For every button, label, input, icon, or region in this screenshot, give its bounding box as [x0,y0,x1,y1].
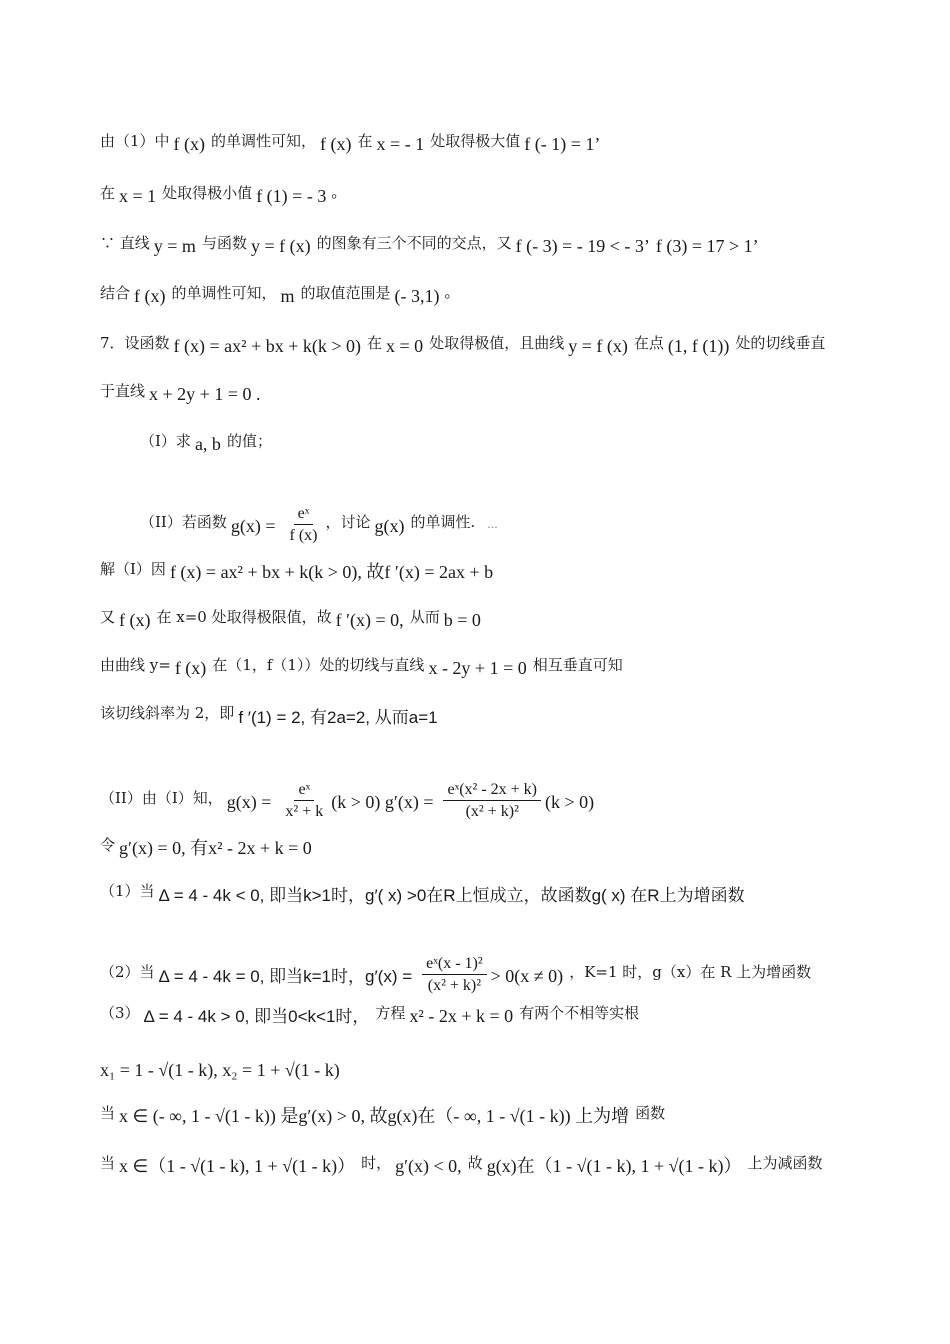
math-expression: g′(x) < 0, [395,1156,462,1176]
math-expression: x² - 2x + k = 0 [409,1006,514,1026]
text-run: 7．设函数 [100,333,170,352]
text-run: 在 [357,131,373,150]
math-expression: x - 2y + 1 = 0 [428,658,527,678]
part-1-question [140,428,920,454]
math-expression: x = 1 [119,186,157,206]
increasing-interval [100,1100,880,1126]
math-expression: f (x) [119,610,151,630]
fraction-denominator: x² + k [285,803,324,821]
math-expression: b = 0 [443,610,481,630]
text-run: 的单调性可知， [211,131,317,150]
text-run: 结合 [100,283,131,302]
text-run: 当 [100,1153,116,1172]
text-run: （II）由（I）知， [100,789,223,808]
text-run: 的单调性可知， [171,283,277,302]
text-run: 由（1）中 [100,131,170,150]
math-expression: m [280,286,295,306]
solution-line-5 [100,766,880,821]
math-expression: g′(x) = 0, 有x² - 2x + k = 0 [119,838,312,858]
fraction [443,780,541,821]
math-expression: (- 3,1) ◦ [394,286,451,306]
solution-line-2 [100,604,880,630]
fraction-denominator: f (x) [289,527,318,545]
text-run: 相互垂直可知 [532,655,623,674]
text-run: 处取得极大值 [430,131,521,150]
math-expression: y = m [153,236,196,256]
text-run: 的单调性. [410,513,476,532]
text-run: 在 [367,333,383,352]
text-run: 在（1，f（1））处的切线与直线 [212,655,425,674]
text-run: 于直线 [100,381,146,400]
math-expression: f (- 3) = - 19 < - 3’ [515,236,650,256]
text-run: （II）若函数 [140,513,227,532]
text-run: 当 [100,1103,116,1122]
text-run: 有两个不相等实根 [519,1003,640,1022]
math-expression: f ′(x) = 0, [335,610,404,630]
math-expression: x ∈ (- ∞, 1 - √(1 - k)) 是g′(x) > 0, 故g(x)在（- ∞, 1 - √(1 - k)) 上为增 [119,1106,630,1126]
text-run: 的取值范围是 [300,283,391,302]
math-expression: f (x) [174,658,207,678]
part-2-question [140,490,920,545]
math-expression: f ′(1) = 2, 有2a=2, 从而a=1 [238,708,438,727]
math-expression: y = f (x) [250,236,311,256]
math-expression: Δ = 4 - 4k > 0, 即当0<k<1时， [143,1007,370,1027]
solution-line-6 [100,832,880,858]
text-run: 在 [100,183,116,202]
solution-line-4 [100,702,880,727]
text-run: 时， [361,1153,392,1172]
math-expression: f (1) = - 3 ◦ [256,186,338,206]
text-run: 处取得极值，且曲线 [429,333,565,352]
math-expression: (k > 0) g′(x) = [331,791,434,812]
solution-line-1 [100,556,880,582]
text-run: 在 x=0 处取得极限值，故 [156,607,332,626]
math-expression: x + 2y + 1 = 0 . [149,384,261,404]
math-expression: > 0(x ≠ 0) [490,965,564,986]
text-line-3 [100,230,880,256]
math-expression: a, b [194,434,221,454]
text-run: 处取得极小值 [162,183,253,202]
math-expression: x = - 1 [376,134,425,154]
fraction-numerator: eˣ(x - 1)² [422,954,487,975]
text-run: （I）求 [140,431,191,450]
problem-7-statement-cont [100,378,880,404]
math-expression: x ∈（1 - √(1 - k), 1 + √(1 - k)） [119,1156,356,1176]
math-expression: f (x) = ax² + bx + k(k > 0) [173,336,362,356]
math-expression: f (x) [320,134,352,154]
math-expression: g(x) = [230,515,276,536]
fraction-numerator: eˣ(x² - 2x + k) [443,780,541,801]
fraction [281,780,327,821]
math-expression: y = f (x) [568,336,628,356]
text-run: 令 [100,835,116,854]
text-run: 处的切线垂直 [735,333,826,352]
problem-7-statement [100,330,880,356]
text-run: 解（I）因 [100,559,166,578]
fraction-numerator: eˣ [294,780,314,801]
text-run: 又 [100,607,116,626]
fraction-numerator: eˣ [294,504,314,525]
case-2 [100,940,880,995]
text-run: （3） [100,1003,140,1022]
text-run: ，K=1 时，g（x）在 R 上为增函数 [569,963,812,982]
case-3 [100,1000,880,1027]
text-run: 从而 [409,607,440,626]
text-run: 上为减函数 [747,1153,823,1172]
fraction [422,954,487,995]
text-run: （1）当 [100,882,155,901]
faint-mark: ... [487,518,498,532]
text-run: 的值； [226,431,272,450]
math-expression: f (- 1) = 1’ [524,134,601,154]
math-expression: f (3) = 17 > 1’ [655,236,759,256]
math-expression: Δ = 4 - 4k = 0, 即当k=1时，g′(x) = [158,966,413,986]
roots-line [100,1054,880,1080]
math-expression: (k > 0) [545,791,595,812]
text-line-2 [100,180,880,206]
fraction-denominator: (x² + k)² [427,977,482,995]
text-run: ，讨论 [325,513,371,532]
math-expression: g(x) [374,515,405,536]
text-run: 故 [467,1153,483,1172]
text-run: 函数 [635,1103,666,1122]
decreasing-interval [100,1150,880,1176]
solution-line-3 [100,652,880,678]
math-expression: x₁ = 1 - √(1 - k), x₂ = 1 + √(1 - k) [100,1060,340,1080]
text-run: （2）当 [100,963,155,982]
math-expression: f (x) [134,286,166,306]
text-run: 该切线斜率为 2，即 [100,704,235,723]
text-run: 的图象有三个不同的交点，又 [316,233,512,252]
text-run: 在点 [633,333,664,352]
math-expression: g(x)在（1 - √(1 - k), 1 + √(1 - k)） [486,1156,742,1176]
text-run: 由曲线 y= [100,655,171,674]
fraction-denominator: (x² + k)² [465,803,519,821]
math-expression: g(x) = [226,791,272,812]
text-run: ∵ 直线 [100,233,150,252]
text-line-1 [100,128,880,154]
math-expression: Δ = 4 - 4k < 0, 即当k>1时，g′( x) >0在R上恒成立，故函数g( x) 在R上为增函数 [158,886,745,905]
text-run: 方程 [375,1003,406,1022]
text-run: 与函数 [201,233,247,252]
text-line-4 [100,280,880,306]
math-expression: f (x) [173,134,206,154]
fraction [286,504,322,545]
math-expression: (1, f (1)) [667,336,730,356]
case-1 [100,880,880,905]
math-expression: f (x) = ax² + bx + k(k > 0), 故f ′(x) = 2ax + b [169,562,494,582]
math-expression: x = 0 [386,336,424,356]
